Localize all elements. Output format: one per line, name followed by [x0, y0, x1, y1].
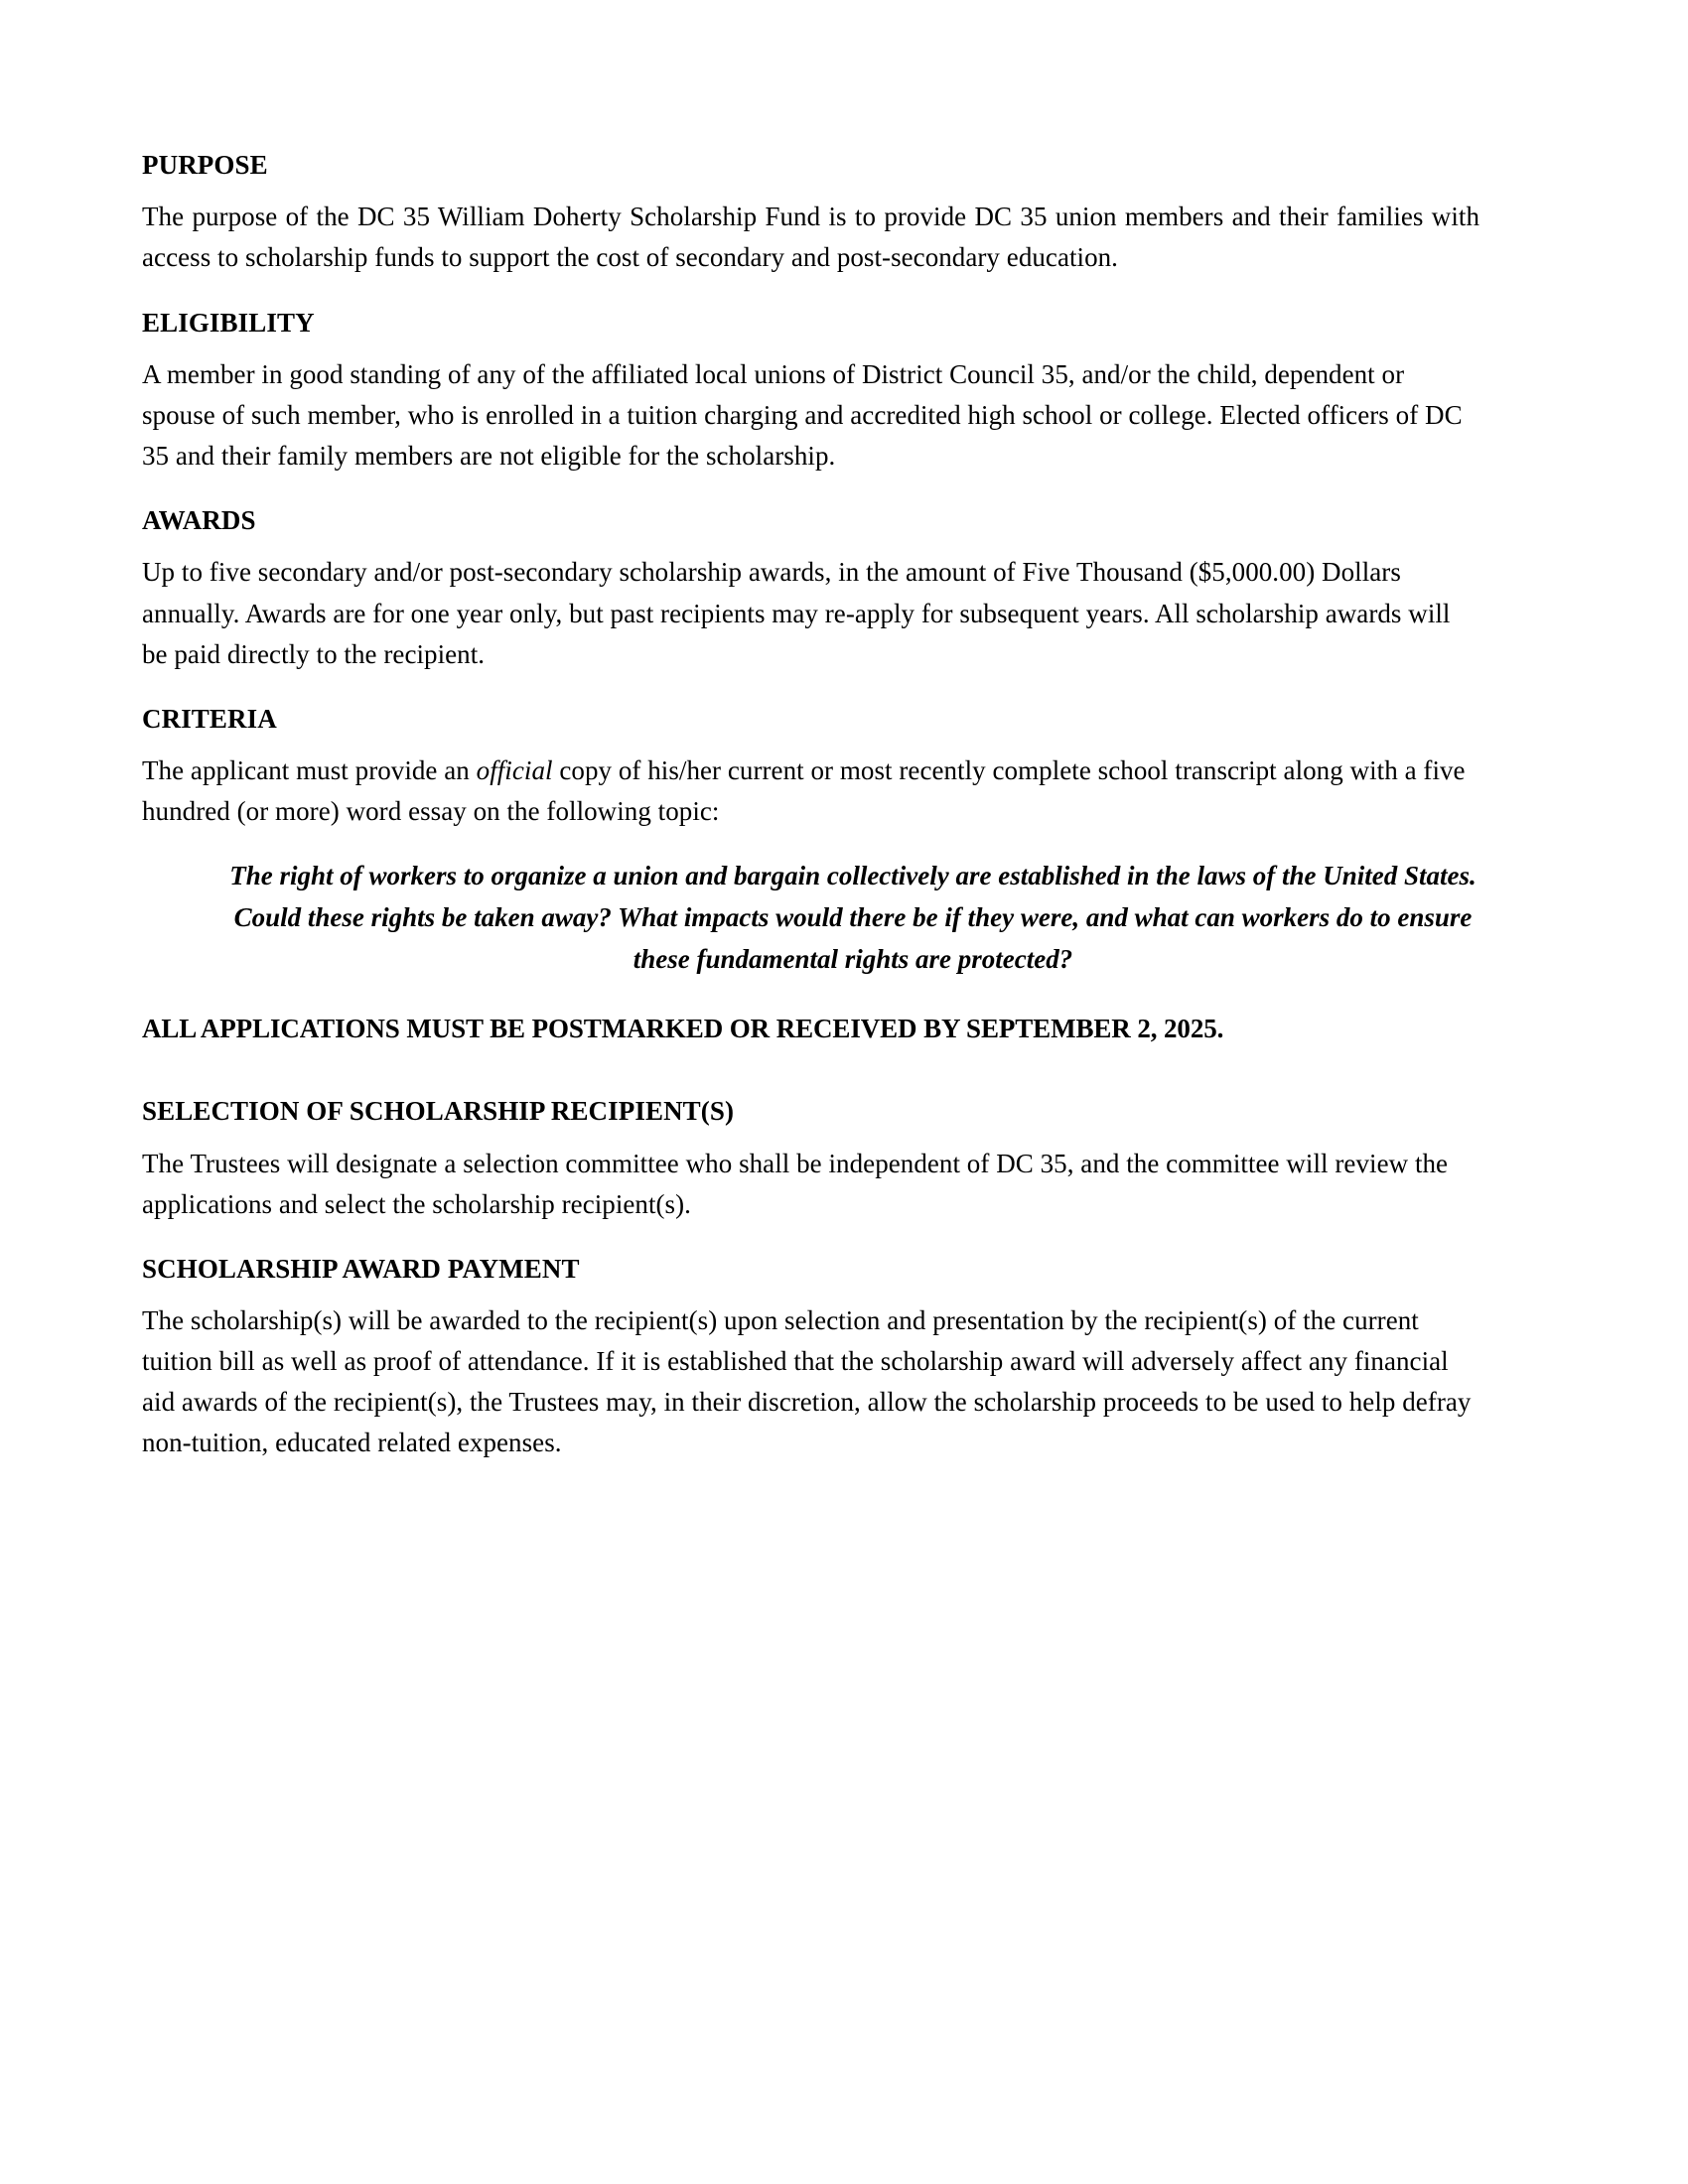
deadline-notice: ALL APPLICATIONS MUST BE POSTMARKED OR RECEIVED BY SEPTEMBER 2, 2025. [142, 1013, 1224, 1043]
paragraph-criteria [142, 751, 1479, 832]
paragraph-award-payment: The scholarship(s) will be awarded to the recipient(s) upon selection and presentation by the recipient(s) of the current tuition bill as well as proof of attendance. If it is established that the scholarship award will adversely affect any financial aid awards of the recipient(s), the Trustees may, in their discretion, allow the scholarship proceeds to be used to help defray non-tuition, educated related expenses. [142, 1305, 1472, 1458]
section-selection [142, 1093, 1479, 1225]
document-body [142, 147, 1479, 1489]
criteria-text-after-italic: copy of his/her current or most recently complete school transcript along with a five hundred (or more) word essay on the following topic: [142, 755, 1466, 827]
section-award-payment [142, 1251, 1479, 1464]
paragraph-selection: The Trustees will designate a selection committee who shall be independent of DC 35, and the committee will review the applications and select the scholarship recipient(s). [142, 1148, 1449, 1219]
heading-eligibility: ELIGIBILITY [142, 307, 315, 338]
criteria-text-before-italic: The applicant must provide an [142, 755, 477, 785]
heading-purpose: PURPOSE [142, 150, 268, 180]
section-awards [142, 502, 1479, 675]
paragraph-awards: Up to five secondary and/or post-secondary scholarship awards, in the amount of Five Thousand ($5,000.00) Dollars annually. Awards are for one year only, but past recipients may re-apply for subsequent years. All scholarship awards will be paid directly to the recipient. [142, 557, 1451, 669]
paragraph-purpose: The purpose of the DC 35 William Doherty Scholarship Fund is to provide DC 35 union members and their families with access to scholarship funds to support the cost of secondary and post-secondary education. [142, 202, 1479, 273]
section-purpose [142, 147, 1479, 279]
heading-award-payment: SCHOLARSHIP AWARD PAYMENT [142, 1253, 580, 1284]
essay-topic-prompt: The right of workers to organize a union and bargain collectively are established in the laws of the United States. Could these rights be taken away? What impacts would there be if they were, and what can workers do to ensure these fundamental rights are protected? [229, 861, 1477, 974]
heading-selection: SELECTION OF SCHOLARSHIP RECIPIENT(S) [142, 1096, 735, 1127]
section-eligibility [142, 305, 1479, 478]
heading-awards: AWARDS [142, 505, 256, 536]
heading-criteria: CRITERIA [142, 703, 277, 734]
paragraph-eligibility: A member in good standing of any of the affiliated local unions of District Council 35, and/or the child, dependent or spouse of such member, who is enrolled in a tuition charging and accredited high school or college. Elected officers of DC 35 and their family members are not eligible for the scholarship. [142, 358, 1463, 471]
section-criteria [142, 701, 1479, 981]
criteria-emphasis-official: official [476, 755, 553, 785]
